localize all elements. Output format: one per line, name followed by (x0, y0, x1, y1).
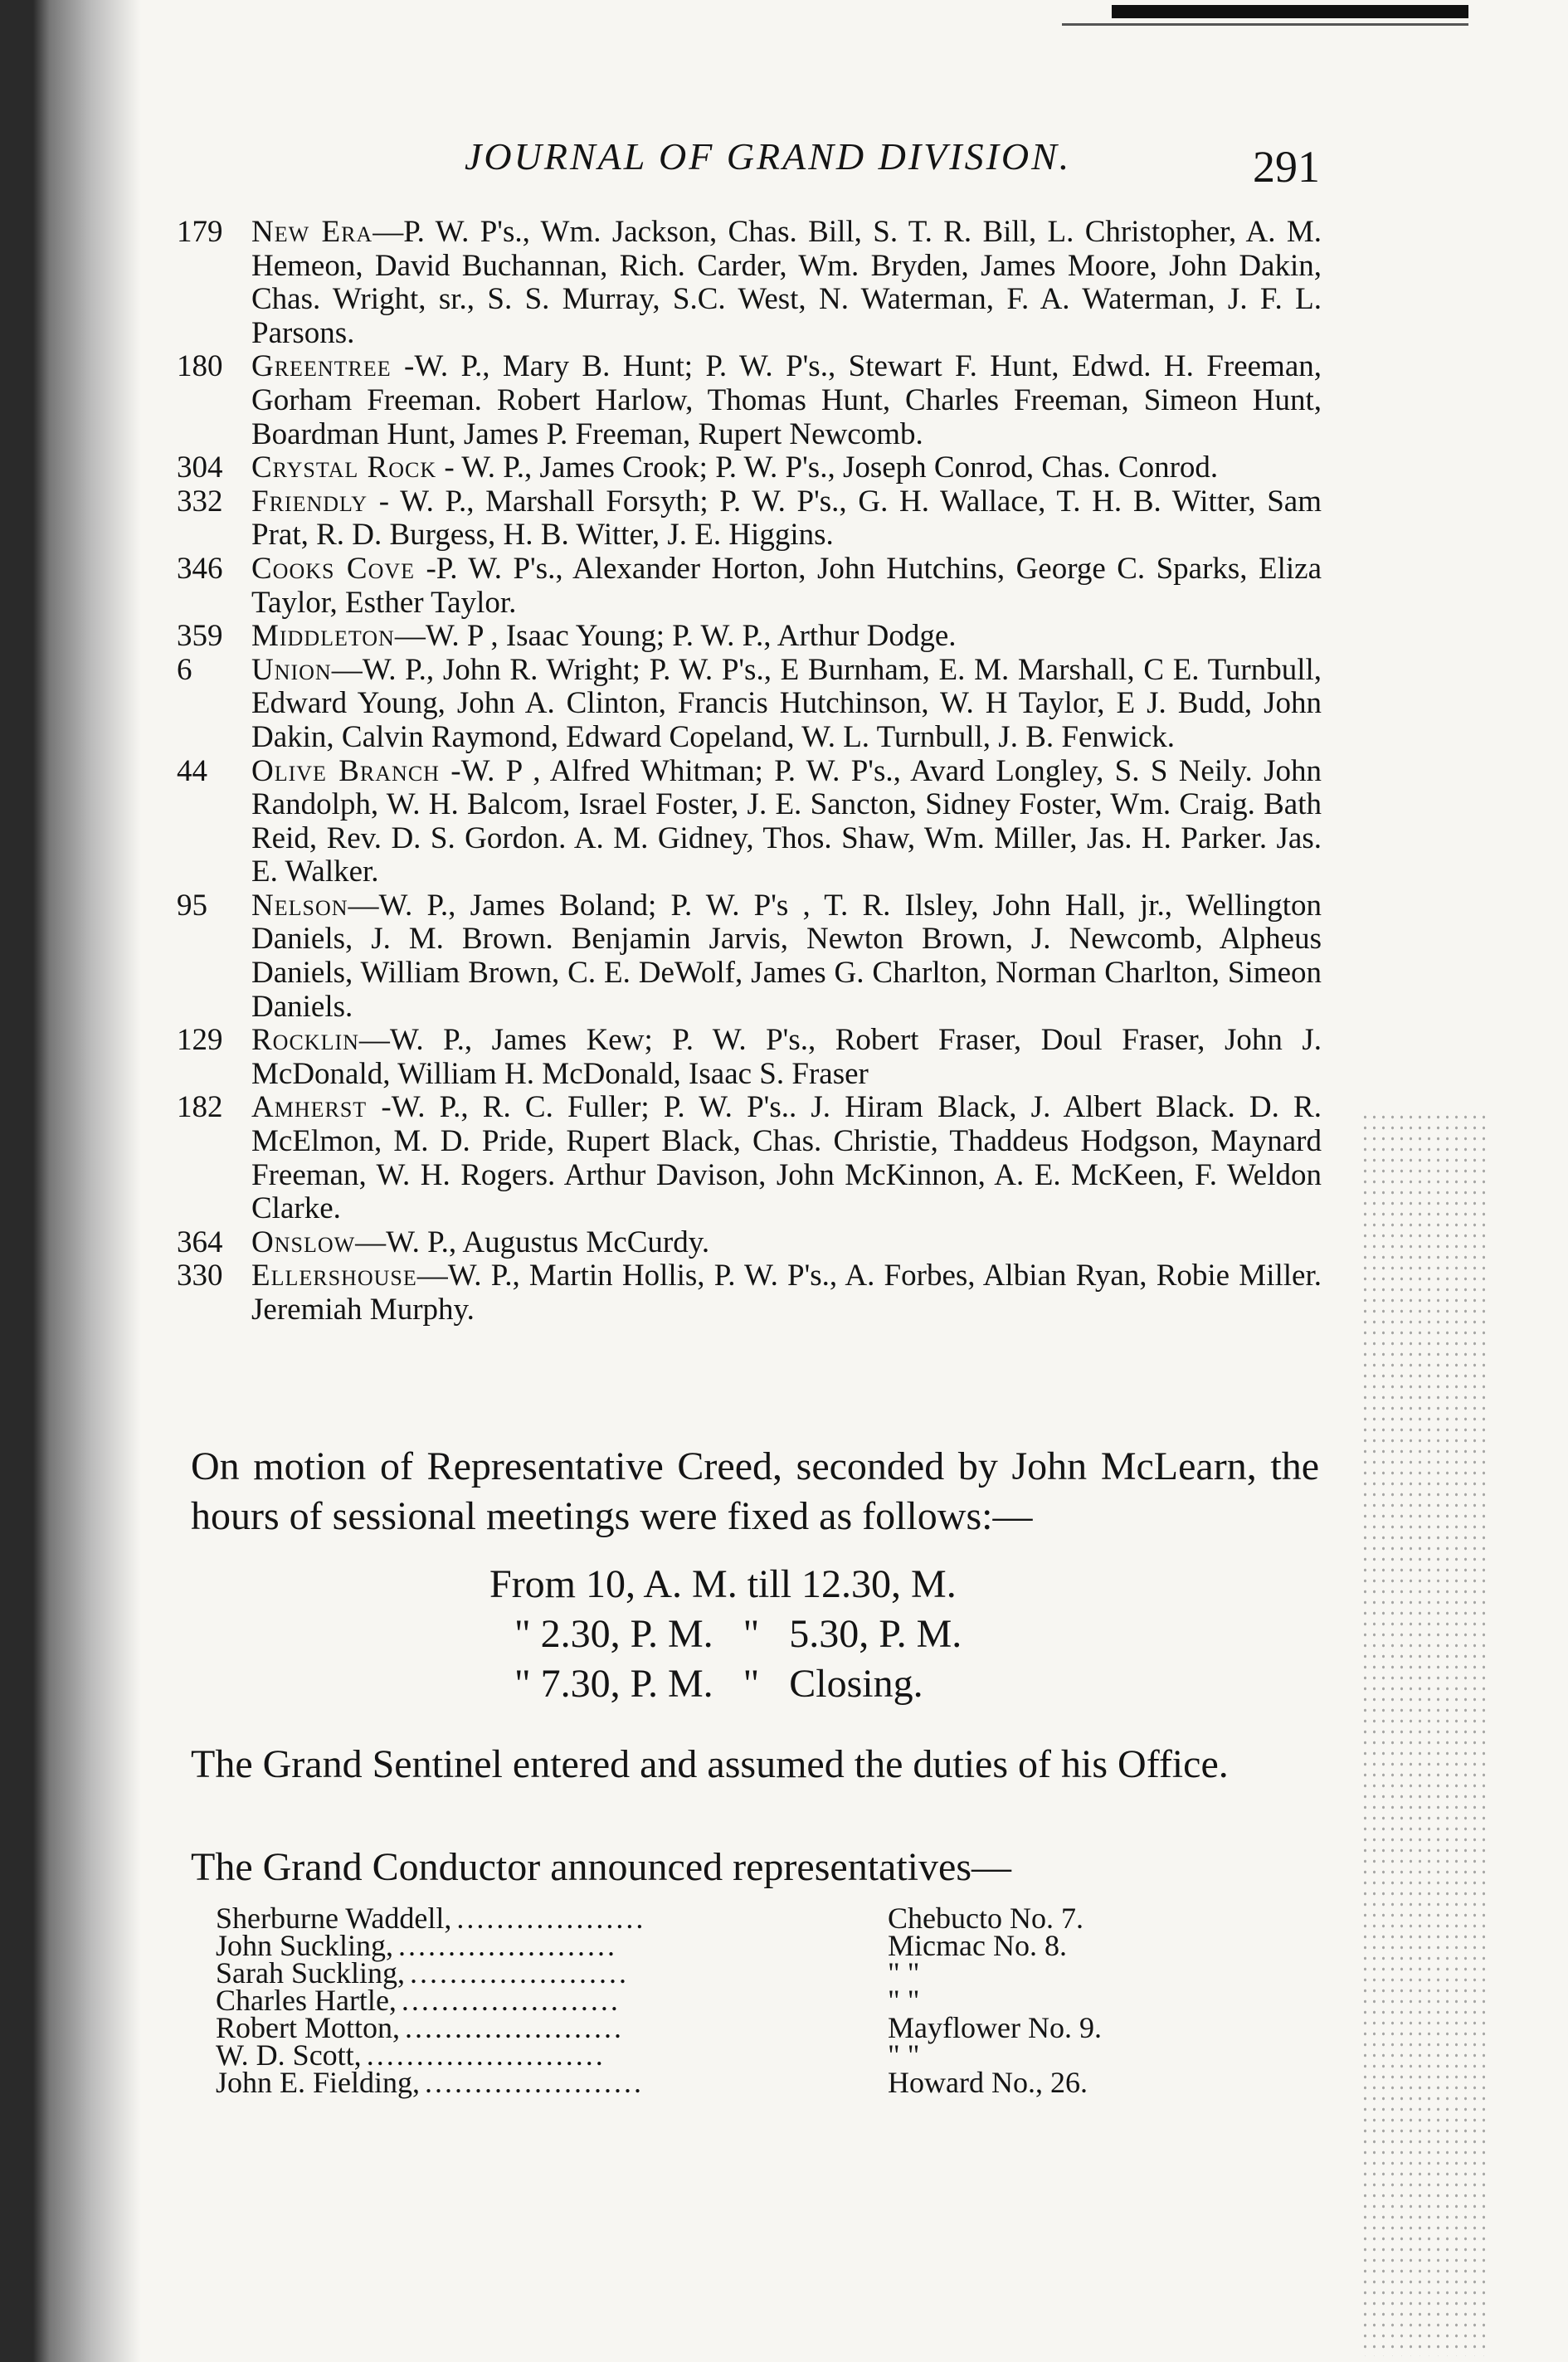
dot-leader: ...................... (401, 1987, 621, 2014)
division-members: —W. P., James Kew; P. W. P's., Robert Fraser, Doul Fraser, John J. McDonald, William H. McDonald, Isaac S. Fraser (251, 1023, 1322, 1091)
representatives-list (216, 1902, 1128, 2099)
hours-line-3: " 7.30, P. M. " Closing. (514, 1662, 923, 1706)
page-edge-noise (1361, 1112, 1485, 2356)
representative-row (216, 2066, 1128, 2099)
division-number: 182 (177, 1090, 223, 1125)
representative-name: Robert Motton, (216, 2011, 400, 2044)
representative-name: Charles Hartle, (216, 1984, 397, 2017)
division-members: - W. P., James Crook; P. W. P's., Joseph Conrod, Chas. Conrod. (436, 450, 1219, 485)
dot-leader: ........................ (366, 2042, 606, 2069)
book-spine-shadow (0, 0, 141, 2362)
division-entry (177, 1259, 1322, 1327)
sentinel-paragraph: The Grand Sentinel entered and assumed the duties of his Office. (191, 1742, 1229, 1786)
division-number: 44 (177, 753, 207, 788)
division-number: 359 (177, 619, 223, 654)
division-list (177, 216, 1322, 1327)
scan-edge-bar (1112, 5, 1468, 18)
division-entry (177, 553, 1322, 620)
scan-edge-line (1062, 23, 1468, 26)
division-number: 346 (177, 551, 223, 586)
division-number: 330 (177, 1259, 223, 1293)
page-number: 291 (1253, 142, 1320, 192)
division-members: -W. P., R. C. Fuller; P. W. P's.. J. Hiram Black, J. Albert Black. D. R. McElmon, M. D. Pride, Rupert Black, Chas. Christie, Thaddeus Hodgson, Maynard Freeman, W. H. Rogers. Arthur Davison, John McKinnon, A. E. McKeen, F. Weldon Clarke. (251, 1090, 1322, 1226)
representative-lodge: Howard No., 26. (888, 2066, 1088, 2099)
division-entry (177, 350, 1322, 451)
representative-lodge: Mayflower No. 9. (888, 2011, 1102, 2044)
division-entry (177, 485, 1322, 553)
running-header: JOURNAL OF GRAND DIVISION. (465, 135, 1072, 178)
division-members: —W. P., John R. Wright; P. W. P's., E Burnham, E. M. Marshall, C E. Turnbull, Edward Young, John A. Clinton, Francis Hutchinson, W. H Taylor, E J. Budd, John Dakin, Calvin Raymond, Edward Copeland, W. L. Turnbull, J. B. Fenwick. (251, 652, 1322, 754)
conductor-paragraph: The Grand Conductor announced representatives— (191, 1845, 1011, 1889)
division-members: —W. P., Martin Hollis, P. W. P's., A. Forbes, Albian Ryan, Robie Miller. Jeremiah Murphy. (251, 1259, 1322, 1327)
division-entry (177, 654, 1322, 755)
division-name: Olive Branch (251, 753, 440, 788)
division-name: Amherst (251, 1090, 368, 1125)
division-entry (177, 1091, 1322, 1225)
division-members: -W. P , Alfred Whitman; P. W. P's., Avard Longley, S. S Neily. John Randolph, W. H. Balcom, Israel Foster, J. E. Sancton, Sidney Foster, Wm. Craig. Bath Reid, Rev. D. S. Gordon. A. M. Gidney, Thos. Shaw, Wm. Miller, Jas. H. Parker. Jas. E. Walker. (251, 753, 1322, 889)
division-entry (177, 620, 1322, 654)
division-entry (177, 1226, 1322, 1260)
division-members: —W. P , Isaac Young; P. W. P., Arthur Dodge. (394, 619, 957, 654)
division-entry (177, 889, 1322, 1024)
division-name: Greentree (251, 349, 392, 384)
representative-lodge: Chebucto No. 7. (888, 1902, 1083, 1935)
representative-lodge: " " (888, 1956, 920, 1989)
dot-leader: ...................... (425, 2069, 645, 2097)
division-name: Onslow (251, 1225, 356, 1259)
division-name: New Era (251, 215, 373, 249)
division-name: Friendly (251, 484, 368, 519)
division-members: - W. P., Marshall Forsyth; P. W. P's., G. H. Wallace, T. H. B. Witter, Sam Prat, R. D. Burgess, H. B. Witter, J. E. Higgins. (251, 484, 1322, 553)
division-members: —P. W. P's., Wm. Jackson, Chas. Bill, S. T. R. Bill, L. Christopher, A. M. Hemeon, David Buchannan, Rich. Carder, Wm. Bryden, James Moore, John Dakin, Chas. Wright, sr., S. S. Murray, S.C. West, N. Waterman, F. A. Waterman, J. F. L. Parsons. (251, 215, 1322, 350)
hours-line-1: From 10, A. M. till 12.30, M. (489, 1562, 957, 1606)
division-number: 129 (177, 1023, 223, 1058)
motion-paragraph: On motion of Representative Creed, seconded by John McLearn, the hours of sessional meetings were fixed as follows:— (191, 1444, 1319, 1538)
division-number: 332 (177, 484, 223, 519)
representative-lodge: " " (888, 2038, 920, 2072)
division-number: 304 (177, 450, 223, 485)
dot-leader: ................... (456, 1905, 646, 1932)
division-name: Crystal Rock (251, 450, 437, 485)
division-members: -W. P., Mary B. Hunt; P. W. P's., Stewart F. Hunt, Edwd. H. Freeman, Gorham Freeman. Robert Harlow, Thomas Hunt, Charles Freeman, Simeon Hunt, Boardman Hunt, James P. Freeman, Rupert Newcomb. (251, 349, 1322, 451)
division-number: 95 (177, 888, 207, 923)
division-entry (177, 216, 1322, 350)
representative-lodge: Micmac No. 8. (888, 1929, 1067, 1962)
division-name: Nelson (251, 888, 348, 923)
division-name: Rocklin (251, 1023, 359, 1058)
representative-name: John E. Fielding, (216, 2066, 421, 2099)
division-number: 179 (177, 215, 223, 249)
division-entry (177, 1024, 1322, 1091)
representative-name: Sarah Suckling, (216, 1956, 405, 1989)
division-number: 364 (177, 1225, 223, 1259)
representative-name: Sherburne Waddell, (216, 1902, 452, 1935)
dot-leader: ...................... (398, 1932, 618, 1960)
dot-leader: ...................... (409, 1960, 629, 1987)
representative-lodge: " " (888, 1984, 920, 2017)
division-name: Middleton (251, 619, 395, 654)
division-members: —W. P., James Boland; P. W. P's , T. R. Ilsley, John Hall, jr., Wellington Daniels, J. M. Brown. Benjamin Jarvis, Newton Brown, J. Newcomb, Alpheus Daniels, William Brown, C. E. DeWolf, James G. Charlton, Norman Charlton, Simeon Daniels. (251, 888, 1322, 1024)
dot-leader: ...................... (405, 2014, 624, 2042)
division-number: 6 (177, 652, 192, 687)
division-name: Union (251, 652, 332, 687)
representative-name: John Suckling, (216, 1929, 394, 1962)
division-entry (177, 755, 1322, 889)
hours-line-2: " 2.30, P. M. " 5.30, P. M. (514, 1612, 962, 1656)
division-name: Cooks Cove (251, 551, 416, 586)
division-number: 180 (177, 349, 223, 384)
division-entry (177, 451, 1322, 485)
division-members: —W. P., Augustus McCurdy. (355, 1225, 710, 1259)
division-members: -P. W. P's., Alexander Horton, John Hutchins, George C. Sparks, Eliza Taylor, Esther Taylor. (251, 551, 1322, 620)
division-name: Ellershouse (251, 1259, 417, 1293)
representative-name: W. D. Scott, (216, 2038, 362, 2072)
